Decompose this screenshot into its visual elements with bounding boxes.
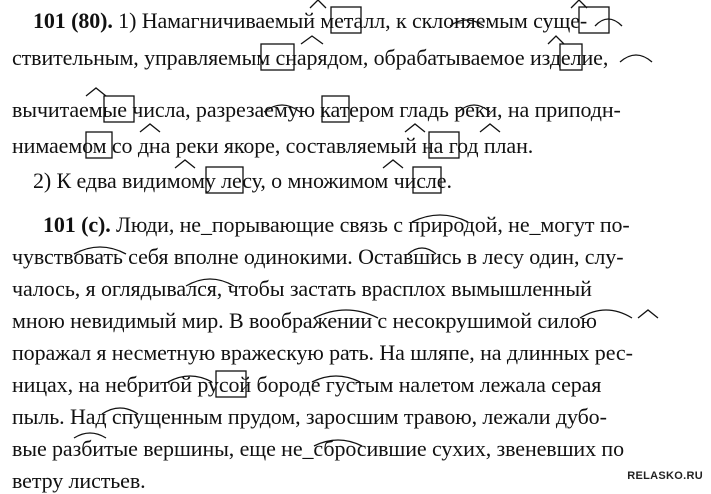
exercise-a-line-5: 2) К едва видимому лесу, о множимом числе. <box>33 168 452 193</box>
suffix-mark <box>310 0 326 8</box>
suffix-mark <box>86 88 106 96</box>
exercise-c-line-1 <box>43 212 630 238</box>
suffix-mark <box>480 124 500 132</box>
exercise-c-line-4: мною невидимый мир. В воображении с несокрушимой силою <box>12 308 597 333</box>
suffix-mark <box>548 36 564 44</box>
suffix-mark <box>383 160 403 168</box>
suffix-mark <box>175 160 195 168</box>
suffix-mark <box>301 36 323 44</box>
exercise-c-line-7: пыль. Над спущенным прудом, заросшим травою, лежали дубо- <box>12 404 607 429</box>
suffix-mark <box>638 310 658 318</box>
exercise-c-line-2: чувствовать себя вполне одинокими. Оставшись в лесу один, слу- <box>12 244 624 269</box>
suffix-mark <box>405 124 425 132</box>
exercise-a-line-1 <box>33 8 587 34</box>
exercise-c-line-5: поражал я несметную вражескую рать. На шляпе, на длинных рес- <box>12 340 633 365</box>
exercise-a-line-4: нимаемом со дна реки якоре, составляемый на год план. <box>12 133 534 158</box>
exercise-c-number: 101 (с). <box>43 212 111 237</box>
exercise-a-number: 101 (80). <box>33 8 113 33</box>
exercise-c-text-1: Люди, не_порывающие связь с природой, не_могут по- <box>110 212 630 237</box>
exercise-a-line-3: вычитаемые числа, разрезаемую катером гладь реки, на приподн- <box>12 97 621 122</box>
exercise-a-line-2: ствительным, управляемым снарядом, обрабатываемое изделие, <box>12 45 609 70</box>
exercise-c-line-3: чалось, я оглядывался, чтобы застать врасплох вымышленный <box>12 276 592 301</box>
site-watermark: RELASKO.RU <box>627 470 703 482</box>
exercise-a-text-1: 1) Намагничиваемый металл, к склоняемым суще- <box>112 8 588 33</box>
root-arc <box>620 55 652 62</box>
suffix-mark <box>140 124 160 132</box>
exercise-c-line-9: ветру листьев. <box>12 468 146 493</box>
exercise-c-line-6: ницах, на небритой русой бороде густым налетом лежала серая <box>12 372 602 397</box>
suffix-mark <box>571 0 587 8</box>
root-arc <box>595 19 622 26</box>
exercise-c-line-8: вые разбитые вершины, еще не_сбросившие сухих, звеневших по <box>12 436 624 461</box>
